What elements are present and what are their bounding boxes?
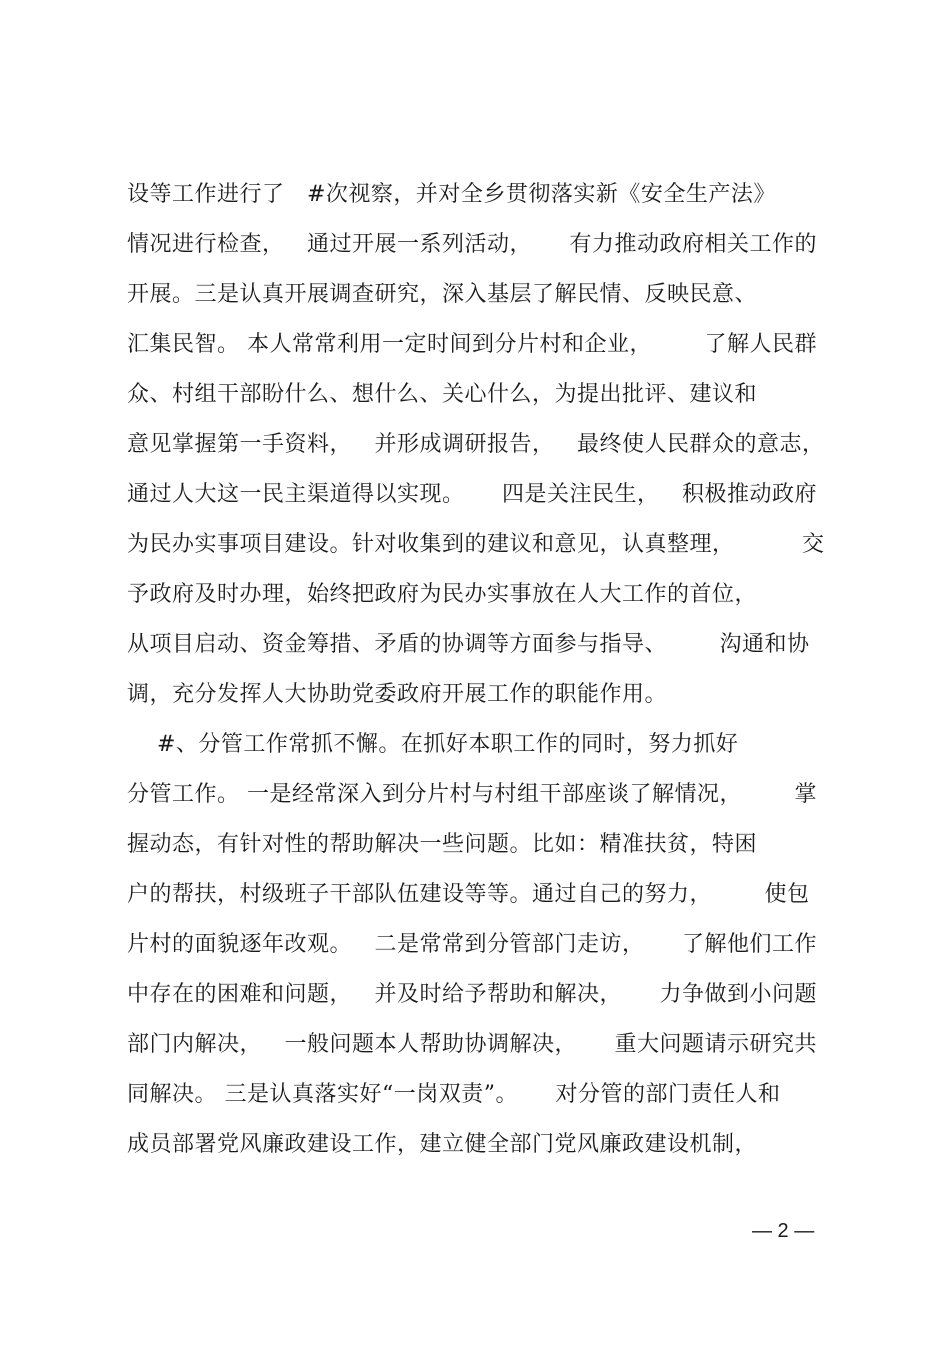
text-line: 中存在的困难和问题， 并及时给予帮助和解决， 力争做到小问题 [127, 982, 817, 1007]
text-line: 设等工作进行了 #次视察，并对全乡贯彻落实新《安全生产法》 [127, 182, 776, 207]
body-text [127, 176, 847, 1176]
page-number: — 2 — [752, 1220, 815, 1242]
text-line: 通过人大这一民主渠道得以实现。 四是关注民生， 积极推动政府 [127, 482, 817, 507]
text-line: 调，充分发挥人大协助党委政府开展工作的职能作用。 [127, 682, 668, 707]
text-line: 意见掌握第一手资料， 并形成调研报告， 最终使人民群众的意志， [127, 432, 825, 457]
text-line: 分管工作。 一是经常深入到分片村与村组干部座谈了解情况， 掌 [127, 782, 817, 807]
text-line: 同解决。 三是认真落实好“一岗双责”。 对分管的部门责任人和 [127, 1082, 781, 1107]
text-line: 众、村组干部盼什么、想什么、关心什么，为提出批评、建议和 [127, 382, 758, 407]
text-line: 汇集民智。 本人常常利用一定时间到分片村和企业， 了解人民群 [127, 332, 817, 357]
text-line: #、分管工作常抓不懈。在抓好本职工作的同时，努力抓好 [127, 732, 739, 757]
text-line: 握动态，有针对性的帮助解决一些问题。比如：精准扶贫，特困 [127, 832, 758, 857]
text-line: 为民办实事项目建设。针对收集到的建议和意见，认真整理， 交 [127, 532, 825, 557]
text-line: 开展。三是认真开展调查研究，深入基层了解民情、反映民意、 [127, 282, 758, 307]
text-line: 户的帮扶，村级班子干部队伍建设等等。通过自己的努力， 使包 [127, 882, 810, 907]
text-line: 从项目启动、资金筹措、矛盾的协调等方面参与指导、 沟通和协 [127, 632, 810, 657]
text-line: 部门内解决， 一般问题本人帮助协调解决， 重大问题请示研究共 [127, 1032, 817, 1057]
text-line: 片村的面貌逐年改观。 二是常常到分管部门走访， 了解他们工作 [127, 932, 817, 957]
text-line: 予政府及时办理，始终把政府为民办实事放在人大工作的首位， [127, 582, 758, 607]
text-line: 成员部署党风廉政建设工作，建立健全部门党风廉政建设机制， [127, 1132, 758, 1157]
text-line: 情况进行检查， 通过开展一系列活动， 有力推动政府相关工作的 [127, 232, 817, 257]
